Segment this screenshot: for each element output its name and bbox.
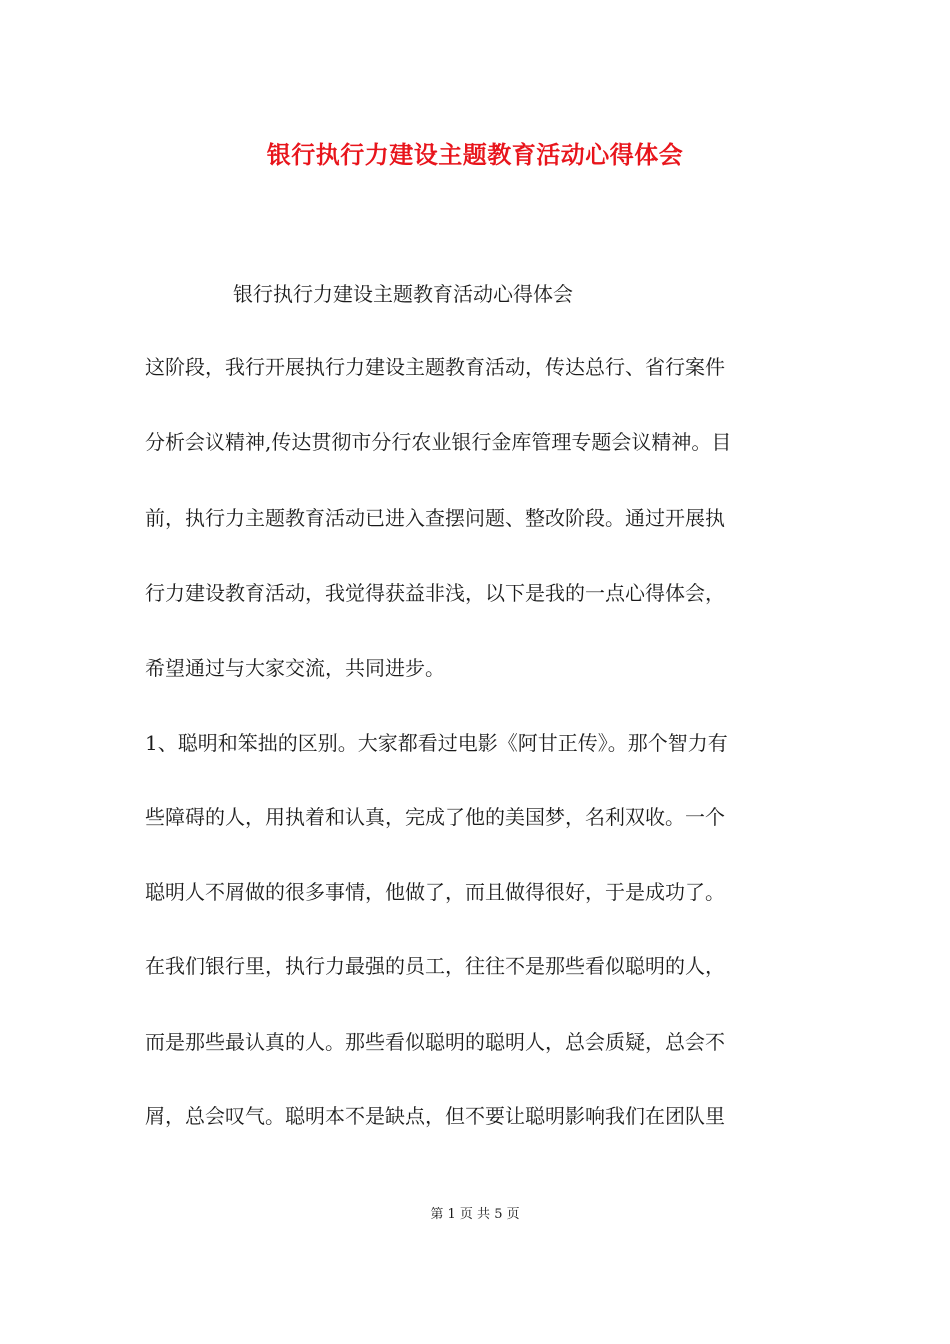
body-line-5: 希望通过与大家交流，共同进步。 (145, 656, 445, 680)
document-title: 银行执行力建设主题教育活动心得体会 (266, 140, 684, 169)
body-line-3: 前，执行力主题教育活动已进入查摆问题、整改阶段。通过开展执 (145, 506, 725, 530)
body-line-10: 而是那些最认真的人。那些看似聪明的聪明人，总会质疑，总会不 (145, 1030, 725, 1054)
body-line-2: 分析会议精神,传达贯彻市分行农业银行金库管理专题会议精神。目 (145, 430, 732, 454)
body-line-4: 行力建设教育活动，我觉得获益非浅，以下是我的一点心得体会， (145, 581, 725, 605)
body-line-1: 这阶段，我行开展执行力建设主题教育活动，传达总行、省行案件 (145, 355, 725, 379)
body-line-8: 聪明人不屑做的很多事情，他做了，而且做得很好，于是成功了。 (145, 880, 725, 904)
body-line-6: 1、聪明和笨拙的区别。大家都看过电影《阿甘正传》。那个智力有 (145, 731, 728, 755)
body-line-11: 屑，总会叹气。聪明本不是缺点，但不要让聪明影响我们在团队里 (145, 1104, 725, 1128)
document-subtitle: 银行执行力建设主题教育活动心得体会 (233, 282, 573, 306)
body-line-7: 些障碍的人，用执着和认真，完成了他的美国梦，名利双收。一个 (145, 805, 725, 829)
page-number-footer: 第 1 页 共 5 页 (430, 1207, 520, 1222)
body-line-9: 在我们银行里，执行力最强的员工，往往不是那些看似聪明的人， (145, 954, 725, 978)
